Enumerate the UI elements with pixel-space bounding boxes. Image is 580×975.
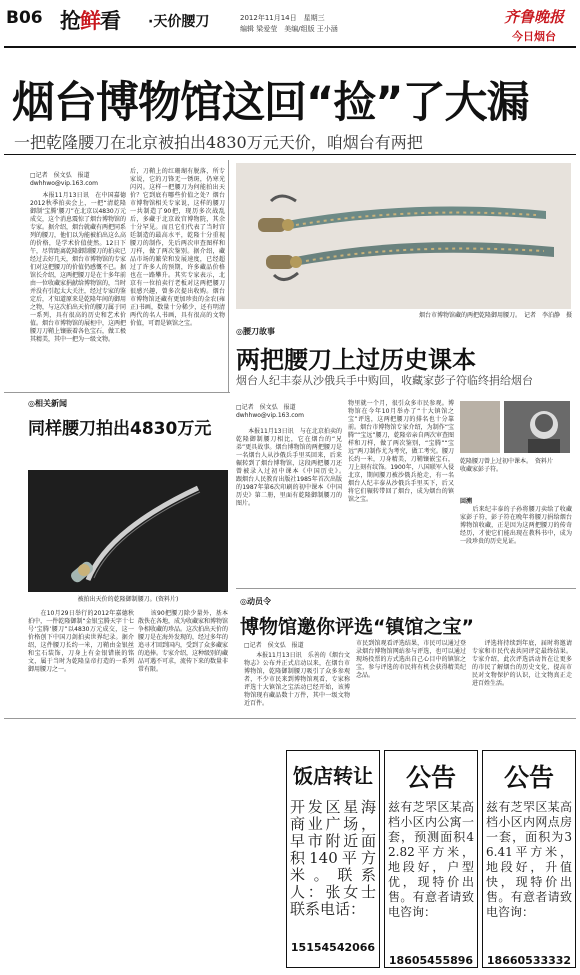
related-photo-caption: 被拍出天价的乾隆御制腰刀。(资料片) — [77, 596, 179, 603]
collector-photo — [504, 401, 570, 453]
story-col-3-body: 后来纪丰泰的子孙将腰刀卖给了收藏家彭子符，彭子符在晚年将腰刀捐给烟台博物馆收藏，正是因为这两把腰刀的传奇经历，才使它们能出现在教科书中，成为一段珍贵的历史见证。 — [460, 506, 572, 545]
event-tag-icon: ◎ — [240, 597, 247, 606]
related-photo — [28, 470, 228, 592]
event-top-rule — [236, 588, 576, 589]
related-headline: 同样腰刀拍出4830万元 — [28, 419, 212, 439]
story-sub: 烟台人纪丰泰从沙俄兵手中购回，收藏家彭子符临终捐给烟台 — [236, 374, 533, 387]
sabers-image — [236, 163, 571, 309]
lead-col-1: 本报11月13日讯 在中国嘉德2012秋季拍卖会上，一把“清乾隆御制‘宝腾’腰刀”在北京以4830万元成交，这个消息震惊了烟台博物馆的专家。据介绍，烟台就藏有两把同系列的腰刀，他们以为能被拍出这么高的价格，是学术价值使然。12日下午，尽管距离乾隆御制腰刀的拍卖已经过去好几天，烟台市博物馆的专家们对这把腰刀的价值仍感慨不已。据馆长介绍，这两把腰刀是在十多年前由一位收藏家捐献给博物馆的，当时并没有引起太大关注，经过专家的鉴定后，才知道原来是乾隆年间的御用之物，与这次拍出天价的腰刀属于同一系列，具有很高的历史和艺术价值。烟台市博物馆的展柜中，这两把腰刀刀鞘上镶嵌着各色宝石，做工极其精美，其中一把为一级文物。 — [30, 192, 127, 343]
ad-phone: 18660533332 — [486, 954, 572, 967]
brand-char-2: 鲜 — [80, 8, 100, 33]
ad-body: 兹有芝罘区某高档小区内网点房一套，面积为36.41平方米，地段好，升值快，现特价出售。有意者请致电咨询： — [486, 800, 572, 919]
brand-char-1: 抢 — [60, 8, 80, 33]
story-col-1: 本报11月13日讯 与在北京拍卖的乾隆御制腰刀相比，它在烟台的“兄弟”更具故事。烟台博物馆的两把腰刀是一名烟台人从沙俄兵手里买回来，后来辗转到了烟台博物馆，这段两把腰刀还曾被录入过初中课本《中国历史》。 跟烟台人民教育出版社1985年首次出版的1987年第6次印刷的初中课本《中国历史》第二册，里面有乾隆御制腰刀的图片。 — [236, 428, 355, 507]
ad-phone: 18605455896 — [388, 954, 474, 967]
lead-byline-text: □记者 侯文弘 报道 — [30, 172, 90, 179]
event-tag — [240, 596, 271, 607]
headline-rule — [4, 154, 576, 155]
collector-caption: 收藏家彭子符。 — [460, 466, 503, 473]
story-headline: 两把腰刀上过历史课本 — [236, 346, 476, 374]
lead-col-2: 后，刀鞘上的红珊瑚有脱落，所专家说，它的刀锋无一锈斑，仍寒光闪闪。这样一把腰刀为何能拍出天价？它到底有哪些价值之处？烟台市博物馆相关专家说，这样的腰刀一共制造了90把，现历多次战乱后，多藏于北京故宫博物院，其余十分罕见。而且它们代表了当时宫廷制造的最高水平，乾隆十分重视腰刀的制作，先后两次审查图样和刀样，做了两次鉴别。据介绍，藏品市场的繁荣和发展速度，已经超过了许多人的预期，许多藏品价格也在一路攀升。其实专家表示，北京有一位拍卖行老板对这两把腰刀很感兴趣，曾多次提出收购。烟台市博物馆还藏有更加珍贵的金农(雍正)书画，数量十分稀少，还有明清两代的名人书画，具有很高的文物价值，可谓是镇馆之宝。 — [130, 168, 225, 327]
story-email: dwhhwo@vip.163.com — [236, 412, 305, 419]
story-byline — [236, 404, 336, 420]
story-tag — [236, 326, 275, 337]
column-name: ·天价腰刀 — [148, 14, 210, 30]
ads-top-rule — [4, 718, 576, 719]
related-col-2: 该90把腰刀除少量外，基本散佚在各地，成为收藏家和博物馆争相收藏的珍品。这次拍出天价的腰刀是在海外发现的，经过多年的追寻才回到国内，受到了众多藏家的追捧。专家介绍，这种级别的藏品可遇不可求，流传下来的数量非常有限。 — [138, 610, 229, 673]
event-headline: 博物馆邀你评选“镇馆之宝” — [240, 616, 474, 638]
collector-portrait — [504, 401, 570, 453]
lead-col-divider — [228, 160, 229, 392]
editor-line: 编辑 梁爱莹 美编/组版 王小涵 — [240, 25, 338, 33]
classified-ad-2 — [384, 750, 478, 968]
event-col-3: 评选将持续到年底，届时将邀请专家和市民代表共同评定最终结果。专家介绍，此次评选活动旨在让更多的市民了解烟台的历史文化，提高市民对文物保护的认识，让文物真正走进百姓生活。 — [472, 640, 572, 687]
story-col-3 — [460, 498, 572, 582]
main-photo — [236, 163, 571, 309]
lead-byline — [30, 172, 120, 188]
ad-body: 开发区星海商业广场，早市附近面积140平方米。联系人：张女士联系电话： — [290, 798, 376, 918]
event-byline: □记者 侯文弘 报道 — [244, 642, 304, 649]
ad-phone: 15154542066 — [290, 941, 376, 954]
ad-title: 公告 — [503, 763, 554, 792]
event-tag-label: 动员令 — [246, 597, 271, 606]
ad-body: 兹有芝罘区某高档小区内公寓一套，预测面积42.82平方米，地段好，户型优，现特价出售。有意者请致电咨询： — [388, 800, 474, 919]
event-col-2: 市民到馆观看评选结果，市民可以通过登录烟台博物馆网站参与评选，也可以通过现场投票的方式选出自己心目中的镇馆之宝，参与评选的市民将有机会获得精美纪念品。 — [356, 640, 466, 679]
classified-ad-1 — [286, 750, 380, 968]
story-col-3-title: 回溯 — [460, 498, 473, 505]
masthead-rule — [4, 46, 576, 48]
ad-title: 饭店转让 — [293, 764, 373, 788]
textbook-photo — [460, 401, 500, 453]
story-photo-caption — [460, 458, 572, 474]
event-col-1: 本报11月13日讯 乐善的《烟台文物志》公布并正式启动以来，在烟台市博物馆，乾隆御制腰刀吸引了众多参观者，不少市民来到博物馆观看，专家称评选十大镇馆之宝活动已经开始，该博物馆现有藏品数十万件，其中一级文物近百件。 — [244, 652, 350, 707]
ad-title: 公告 — [405, 763, 456, 792]
sub-headline: 一把乾隆腰刀在北京被拍出4830万元天价，咱烟台有两把 — [14, 133, 423, 152]
page-number: B06 — [6, 8, 43, 28]
related-top-rule — [4, 392, 230, 393]
story-col-2: 物里就一个月，很引众多市民参观。博物馆在今年10月举办了“十大镇馆之宝”评选，这两把腰刀的排名也十分靠前。烟台市博物馆专家介绍，为制作“宝腾”“宝远”腰刀，乾隆帝亲自两次审查图样和刀样，做了两次鉴别，“宝腾”“宝远”两刀制作尤为考究，做工考究。腰刀长约一米，刀身精美，刀鞘镶嵌宝石，刀上刻有纹饰。1900年，八国联军入侵北京，期间腰刀被沙俄兵抢走，有一名烟台人纪丰泰从沙俄兵手里买下，后又将它们辗转带回了烟台，成为烟台的镇馆之宝。 — [348, 400, 454, 503]
column-brand — [60, 5, 120, 35]
edition-label: 今日烟台 — [512, 30, 556, 43]
story-tag-icon: ◎ — [236, 327, 243, 336]
related-col-1: 在10月29日举行的2012年嘉德秋拍中，一件乾隆御制“金银宝腾天字十七号‘宝腾’腰刀”以4830万元成交，这一价格创下中国刀剑拍卖世界纪录。据介绍，这件腰刀长约一米，刀鞘由金银丝和宝石装饰，刀身上有金银错嵌的铭文，属于当时为乾隆皇帝打造的一系列御用腰刀之一。 — [28, 610, 134, 673]
classified-ad-3 — [482, 750, 576, 968]
brand-char-3: 看 — [100, 8, 120, 33]
story-photo-caption-text: 乾隆腰刀曾上过初中课本。 资料片 — [460, 458, 554, 465]
related-tag-icon: ◎ — [28, 399, 35, 408]
story-tag-label: 腰刀故事 — [242, 327, 275, 336]
main-photo-caption: 烟台市博物馆藏的两把乾隆御用腰刀。 记者 李泊静 摄 — [418, 312, 572, 319]
lead-email: dwhhwo@vip.163.com — [30, 180, 99, 187]
story-byline-text: □记者 侯文弘 报道 — [236, 404, 296, 411]
main-headline: 烟台博物馆这回“捡”了大漏 — [12, 78, 529, 128]
related-tag — [28, 398, 67, 409]
auction-saber-image — [28, 470, 228, 592]
date-line: 2012年11月14日 星期三 — [240, 14, 325, 22]
related-tag-label: 相关新闻 — [34, 399, 67, 408]
newspaper-logo: 齐鲁晚报 — [504, 8, 565, 26]
masthead — [0, 0, 580, 48]
